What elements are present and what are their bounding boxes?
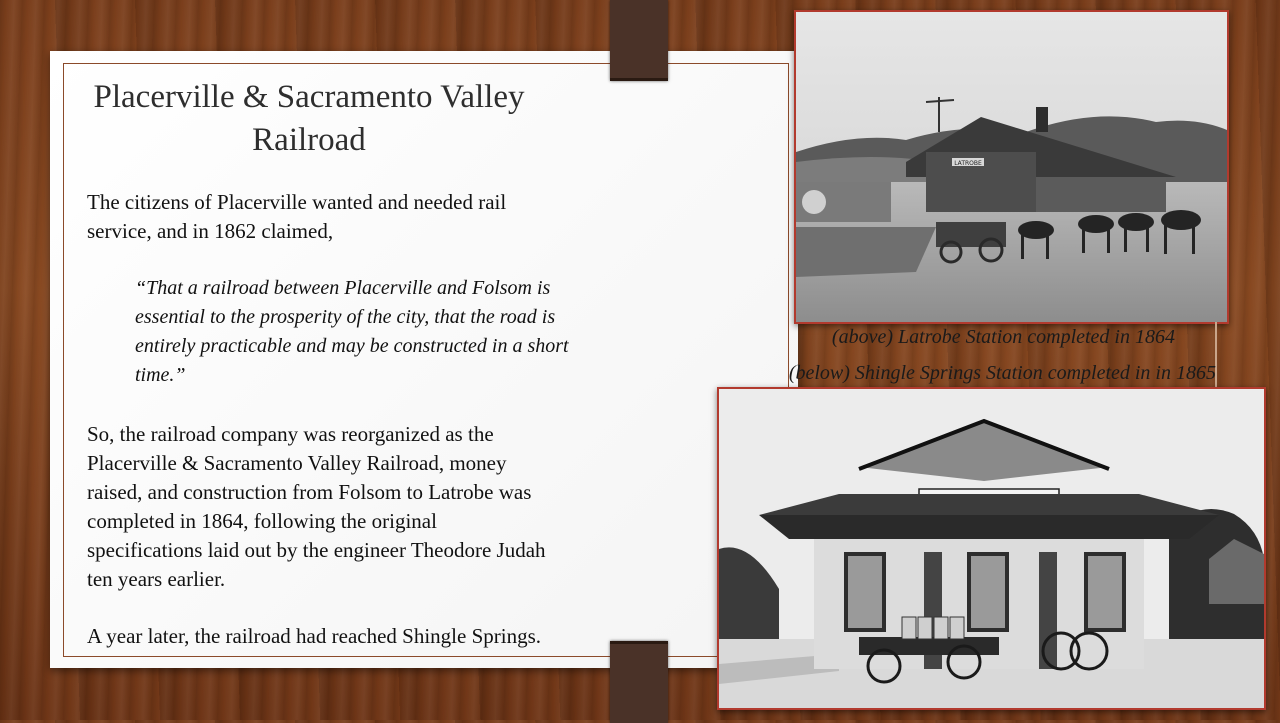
paragraph-2 <box>87 420 546 594</box>
caption-below: (below) Shingle Springs Station completed in in 1865 <box>788 362 1216 384</box>
paragraph-1-line-2: service, and in 1862 claimed, <box>87 219 334 243</box>
title-line-1: Placerville & Sacramento Valley <box>93 79 525 115</box>
paragraph-2-line: So, the railroad company was reorganized as the <box>87 422 494 446</box>
slide-title <box>70 76 548 162</box>
paragraph-1 <box>87 188 506 246</box>
quote-block <box>135 274 575 390</box>
latrobe-station-image <box>796 12 1227 322</box>
caption-above: (above) Latrobe Station completed in 1864 <box>831 326 1175 348</box>
paragraph-2-line: completed in 1864, following the original <box>87 509 437 533</box>
latrobe-station-photo <box>794 10 1229 324</box>
paragraph-2-line: specifications laid out by the engineer Theodore Judah <box>87 538 546 562</box>
quote-line: “That a railroad between Placerville and Folsom is <box>135 277 551 299</box>
shingle-springs-station-photo <box>717 387 1266 710</box>
quote-line: essential to the prosperity of the city, that the road is <box>135 306 556 328</box>
latrobe-sign-text: LATROBE <box>954 160 982 167</box>
top-strap <box>610 0 668 81</box>
paragraph-3: A year later, the railroad had reached Shingle Springs. <box>87 624 542 648</box>
title-line-2: Railroad <box>252 122 366 158</box>
paragraph-2-line: raised, and construction from Folsom to Latrobe was <box>87 480 532 504</box>
quote-line: entirely practicable and may be constructed in a short <box>135 335 569 357</box>
bottom-strap <box>610 641 668 723</box>
paragraph-1-line-1: The citizens of Placerville wanted and needed rail <box>87 190 507 214</box>
quote-line: time.” <box>135 364 186 386</box>
shingle-springs-station-image <box>719 389 1264 708</box>
paragraph-2-line: Placerville & Sacramento Valley Railroad, money <box>87 451 507 475</box>
paragraph-2-line: ten years earlier. <box>87 567 226 591</box>
